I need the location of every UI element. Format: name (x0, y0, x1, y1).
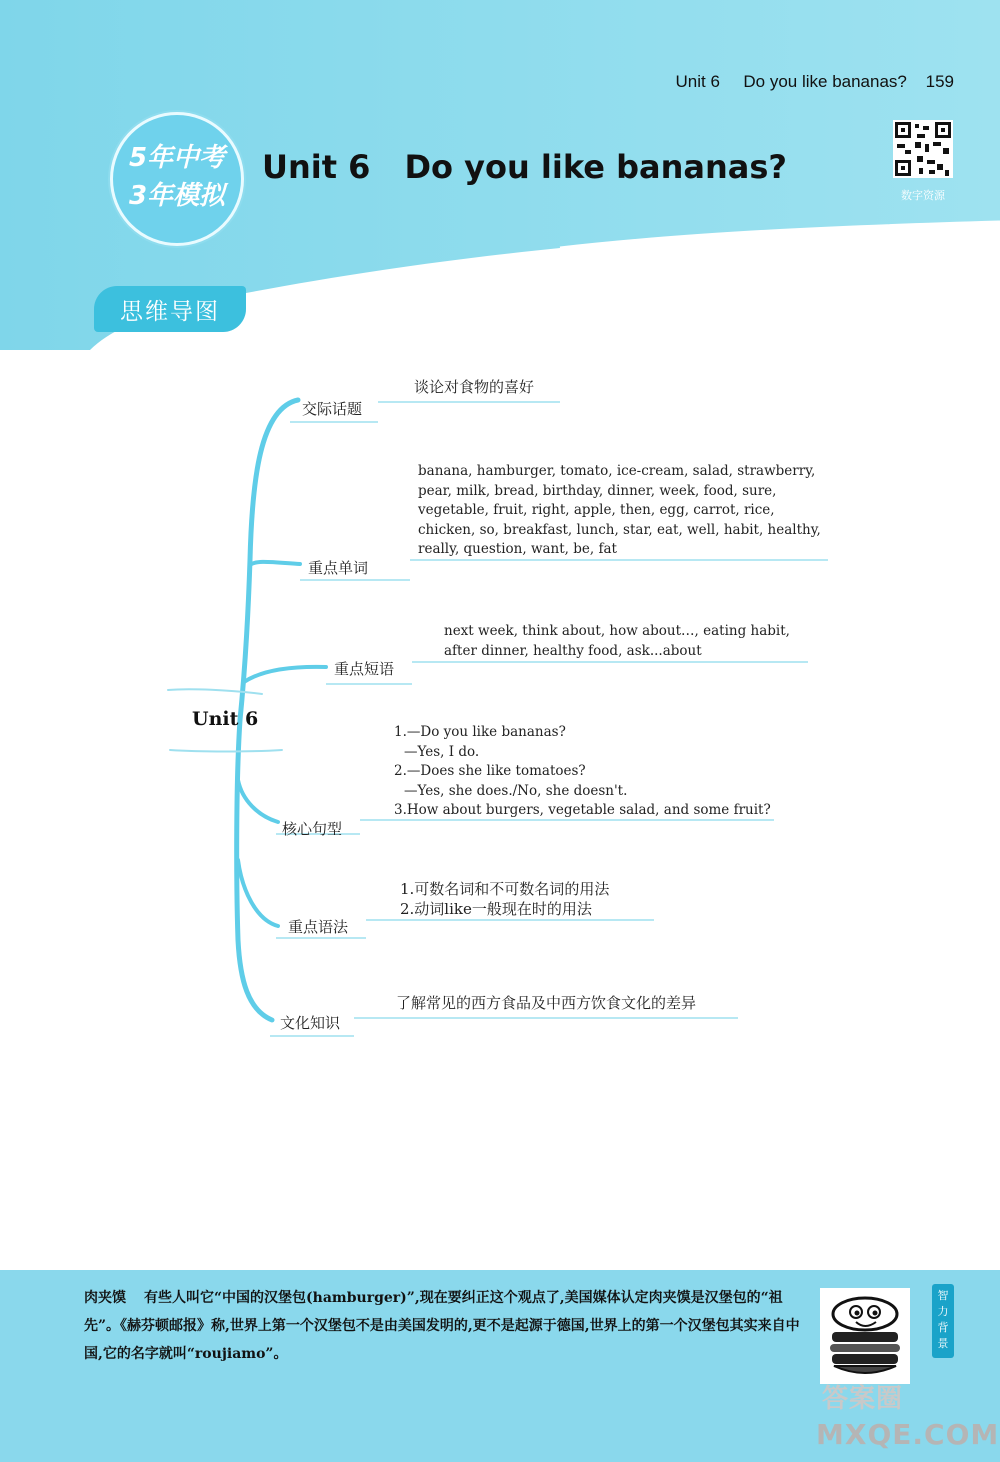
watermark-logo: 答案圈 (822, 1384, 904, 1414)
page-number: 159 (925, 72, 954, 91)
branch-detail-grammar (400, 880, 609, 919)
detail-line: —Yes, she does./No, she doesn't. (404, 782, 628, 799)
branch-label-culture: 文化知识 (280, 1014, 341, 1032)
detail-line: 1.可数名词和不可数名词的用法 (400, 880, 610, 898)
mind-map-root: Unit 6 (192, 708, 259, 730)
branch-label-words: 重点单词 (308, 559, 369, 577)
qr-code-icon (893, 120, 953, 178)
page-header (0, 0, 1000, 360)
detail-line: after dinner, healthy food, ask...about (444, 642, 702, 659)
detail-line: —Yes, I do. (404, 743, 480, 760)
unit-number: Unit 6 (262, 148, 371, 186)
running-title: Do you like bananas? (743, 72, 907, 91)
qr-code[interactable] (893, 120, 953, 178)
mind-map (0, 360, 1000, 1060)
branch-label-phrases: 重点短语 (334, 660, 395, 678)
unit-title (262, 148, 787, 186)
detail-line: banana, hamburger, tomato, ice-cream, salad, strawberry, (418, 463, 816, 479)
qr-label: 数字资源 (901, 189, 945, 202)
running-unit: Unit 6 (675, 72, 720, 91)
detail-line: 1.—Do you like bananas? (394, 724, 566, 740)
branch-label-grammar: 重点语法 (288, 918, 349, 936)
running-header (675, 72, 954, 92)
side-tab (932, 1284, 954, 1358)
detail-line: 了解常见的西方食品及中西方饮食文化的差异 (396, 994, 697, 1012)
detail-line: 谈论对食物的喜好 (414, 378, 535, 396)
detail-line: really, question, want, be, fat (418, 541, 617, 558)
burger-icon (820, 1288, 910, 1384)
branch-label-topic: 交际话题 (302, 400, 363, 418)
section-label: 思维导图 (120, 299, 220, 325)
detail-line: next week, think about, how about…, eating habit, (444, 623, 790, 639)
branch-detail-words (418, 462, 821, 560)
detail-line: 2.动词like一般现在时的用法 (400, 899, 592, 918)
branch-detail-phrases (444, 622, 790, 661)
detail-line: vegetable, fruit, right, apple, then, egg, carrot, rice, (418, 502, 775, 519)
detail-line: pear, milk, bread, birthday, dinner, week, food, sure, (418, 482, 777, 499)
branch-detail-culture (396, 994, 696, 1014)
knowledge-body: 有些人叫它“中国的汉堡包(hamburger)”,现在要纠正这个观点了,美国媒体认定肉夹馍是汉堡包的“祖先”。《赫芬顿邮报》称,世界上第一个汉堡包不是由美国发明的,更不是起源于德国,世界上的第一个汉堡包其实来自中国,它的名字就叫“roujiamo”。 (84, 1290, 800, 1362)
unit-name: Do you like bananas? (404, 148, 787, 186)
background-knowledge-box (0, 1270, 1000, 1462)
knowledge-term: 肉夹馍 (84, 1290, 126, 1306)
watermark-url: MXQE.COM (816, 1418, 1000, 1451)
logo-line-1: 5年中考 (128, 143, 226, 173)
background-knowledge-text (84, 1284, 809, 1368)
branch-detail-topic (414, 378, 534, 398)
series-logo (110, 112, 244, 246)
branch-label-sentences: 核心句型 (282, 820, 343, 838)
branch-detail-sentences (394, 723, 771, 821)
detail-line: 3.How about burgers, vegetable salad, and some fruit? (394, 802, 771, 819)
burger-illustration (820, 1288, 910, 1384)
section-tab (94, 286, 246, 332)
detail-line: 2.—Does she like tomatoes? (394, 763, 586, 780)
logo-line-2: 3年模拟 (128, 181, 226, 211)
side-tab-label: 智力背景 (937, 1289, 949, 1350)
detail-line: chicken, so, breakfast, lunch, star, eat, well, habit, healthy, (418, 521, 821, 538)
